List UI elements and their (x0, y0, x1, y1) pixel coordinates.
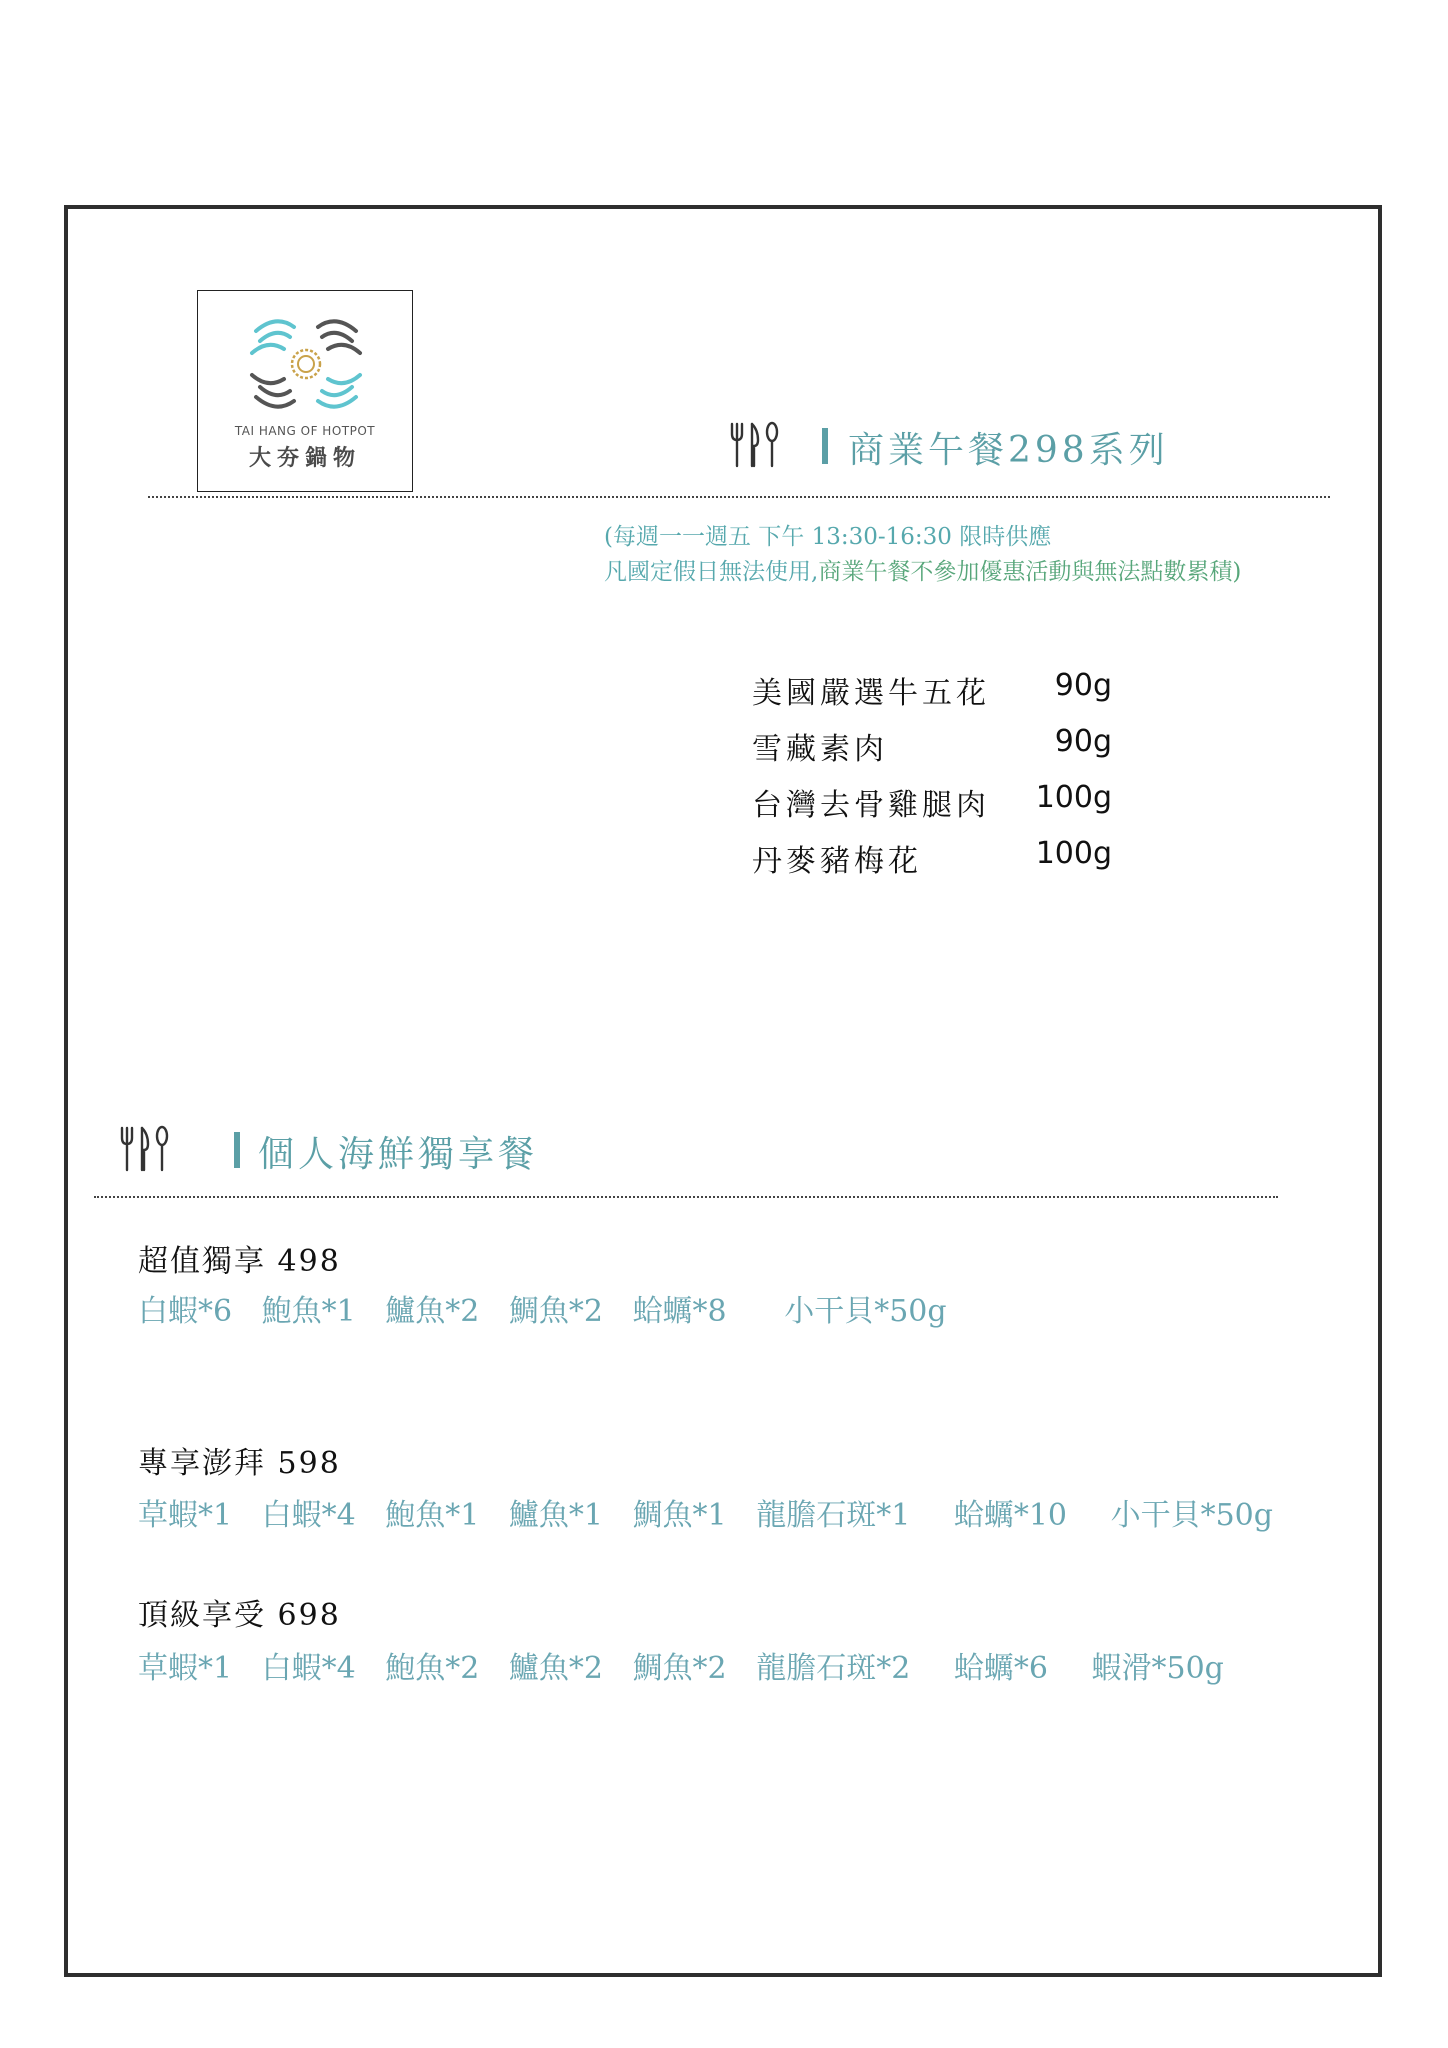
set-item: 鮑魚*2 (385, 1651, 480, 1686)
business-lunch-title: 商業午餐298系列 (848, 430, 1169, 471)
item-weight: 90g (1054, 724, 1112, 759)
set-item: 草蝦*1 (138, 1651, 233, 1686)
item-weight: 100g (1035, 836, 1112, 871)
set-item: 鯛魚*2 (508, 1294, 604, 1329)
set-item: 龍膽石斑*1 (756, 1498, 911, 1533)
list-item (752, 780, 1112, 836)
set-name: 超值獨享 498 (138, 1244, 341, 1279)
list-item (752, 724, 1112, 780)
set-items (138, 1643, 1244, 1687)
set-item: 白蝦*6 (138, 1294, 233, 1329)
seafood-title-bar (234, 1132, 240, 1168)
set-item: 蛤蠣*8 (632, 1294, 727, 1329)
notice-line-2 (604, 555, 1241, 590)
set-item: 蝦滑*50g (1091, 1651, 1224, 1686)
set-item: 小干貝*50g (784, 1294, 947, 1329)
fork-knife-spoon-icon (118, 1124, 170, 1172)
set-items (138, 1490, 1293, 1534)
set-item: 鱸魚*2 (385, 1294, 480, 1329)
logo-english-text: TAI HANG OF HOTPOT (234, 424, 376, 438)
set-item: 鱸魚*2 (508, 1651, 604, 1686)
seafood-title: 個人海鮮獨享餐 (258, 1134, 539, 1175)
notice-line-2b: 商業午餐不參加優惠活動與無法點數累積) (818, 559, 1242, 585)
item-name: 美國嚴選牛五花 (752, 676, 990, 711)
business-lunch-list (752, 668, 1112, 892)
set-name: 專享澎拜 598 (138, 1446, 341, 1481)
list-item (752, 836, 1112, 892)
business-lunch-title-bar (822, 428, 828, 464)
item-name: 台灣去骨雞腿肉 (752, 788, 990, 823)
notice-line-2a: 凡國定假日無法使用, (604, 559, 819, 585)
set-item: 草蝦*1 (138, 1498, 233, 1533)
business-lunch-notice (604, 520, 1241, 590)
set-item: 鯛魚*1 (632, 1498, 727, 1533)
set-item: 鱸魚*1 (508, 1498, 604, 1533)
logo-chinese-text: 大夯鍋物 (248, 446, 361, 471)
fork-knife-spoon-icon (728, 420, 780, 468)
item-weight: 90g (1054, 668, 1112, 703)
restaurant-logo (197, 290, 413, 492)
set-item: 蛤蠣*10 (953, 1498, 1068, 1533)
set-items (138, 1286, 967, 1330)
seafood-divider (94, 1196, 1278, 1198)
item-name: 丹麥豬梅花 (752, 844, 922, 879)
set-item: 鮑魚*1 (385, 1498, 480, 1533)
item-weight: 100g (1035, 780, 1112, 815)
set-item: 白蝦*4 (261, 1651, 356, 1686)
set-item: 鮑魚*1 (261, 1294, 356, 1329)
item-name: 雪藏素肉 (752, 732, 888, 767)
notice-line-1: (每週一一週五 下午 13:30-16:30 限時供應 (604, 524, 1052, 550)
set-item: 小干貝*50g (1110, 1498, 1273, 1533)
set-item: 鯛魚*2 (632, 1651, 727, 1686)
set-name: 頂級享受 698 (138, 1598, 341, 1633)
set-item: 蛤蠣*6 (953, 1651, 1048, 1686)
logo-emblem-icon (246, 309, 366, 419)
set-item: 白蝦*4 (261, 1498, 356, 1533)
business-lunch-divider (148, 496, 1330, 498)
list-item (752, 668, 1112, 724)
set-item: 龍膽石斑*2 (756, 1651, 911, 1686)
